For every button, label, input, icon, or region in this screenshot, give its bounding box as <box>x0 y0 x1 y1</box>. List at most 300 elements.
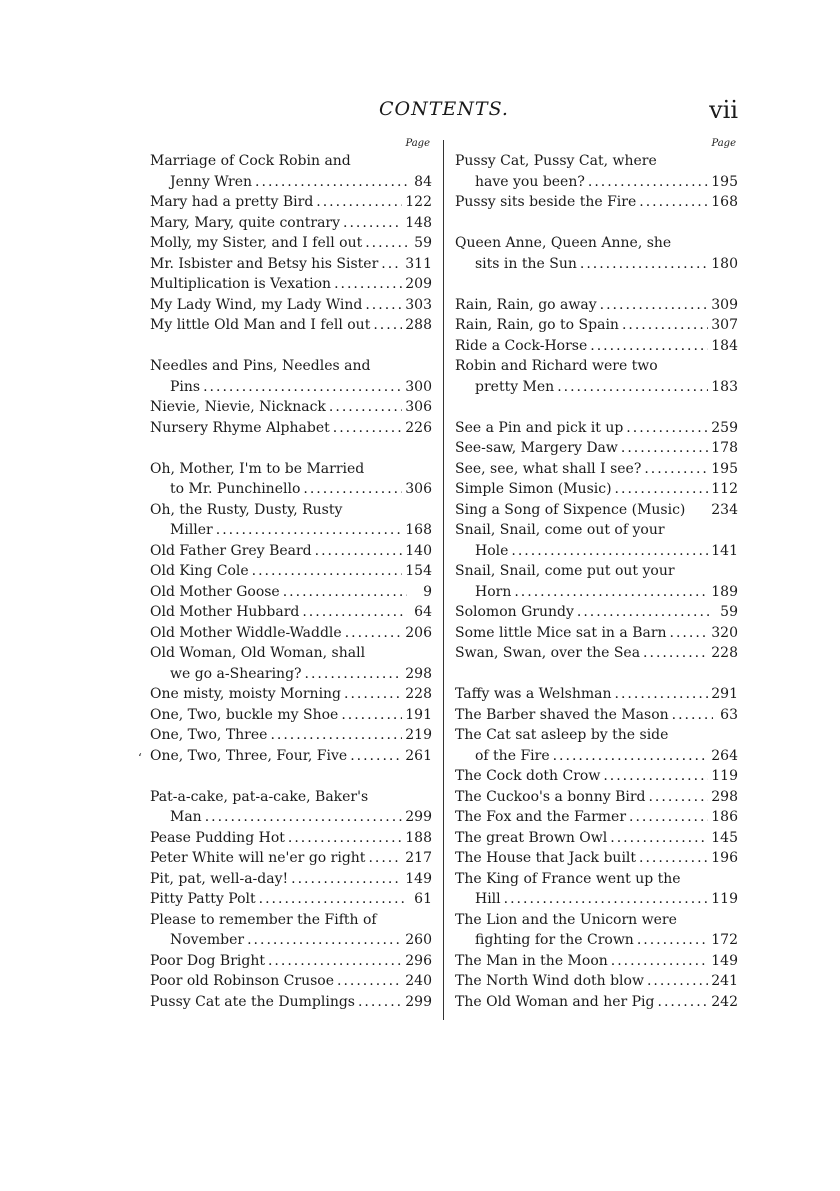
contents-entry[interactable] <box>150 910 432 951</box>
entry-line <box>150 602 432 623</box>
entry-title: See-saw, Margery Daw <box>455 440 618 456</box>
section-gap <box>150 766 432 787</box>
entry-line <box>455 951 738 972</box>
dot-leader <box>610 828 708 849</box>
entry-title: Hill <box>475 891 501 907</box>
entry-page-number: 307 <box>711 317 738 333</box>
contents-entry[interactable] <box>455 233 738 274</box>
entry-page-number: 184 <box>711 337 738 354</box>
entry-page-number: 240 <box>405 973 432 989</box>
entry-line <box>150 500 432 521</box>
entry-line <box>455 336 738 357</box>
entry-line <box>150 725 432 746</box>
contents-entry[interactable] <box>455 192 738 213</box>
contents-entry[interactable] <box>455 643 738 664</box>
dot-leader <box>603 766 708 787</box>
entry-title: Some little Mice sat in a Barn <box>455 624 667 641</box>
entry-page-number: 228 <box>405 686 432 702</box>
entry-line <box>455 541 738 562</box>
dot-leader <box>511 541 708 562</box>
dot-leader <box>670 623 709 644</box>
dot-leader <box>259 889 407 910</box>
dot-leader <box>580 254 708 275</box>
dot-leader <box>283 582 407 603</box>
contents-entry[interactable] <box>455 315 738 336</box>
dot-leader <box>333 418 403 439</box>
entry-line <box>150 807 432 828</box>
entry-line <box>455 315 738 336</box>
dot-leader <box>615 479 709 500</box>
entry-line <box>150 910 432 931</box>
dot-leader <box>504 889 709 910</box>
entry-line <box>150 951 432 972</box>
entry-line <box>150 520 432 541</box>
entry-title: The Cat sat asleep by the side <box>455 727 669 743</box>
entry-title: pretty Men <box>475 378 555 395</box>
entry-line <box>455 172 738 193</box>
dot-leader <box>365 233 407 254</box>
entry-page-number: 189 <box>711 583 738 600</box>
entry-line <box>455 787 738 808</box>
contents-entry[interactable] <box>455 356 738 397</box>
dot-leader <box>345 623 403 644</box>
entry-title: Swan, Swan, over the Sea <box>455 645 641 661</box>
entry-title: Pat-a-cake, pat-a-cake, Baker's <box>150 788 369 805</box>
entry-title: Oh, the Rusty, Dusty, Rusty <box>150 501 343 518</box>
dot-leader <box>553 746 709 767</box>
entry-line <box>455 356 738 377</box>
contents-entry[interactable] <box>150 315 432 336</box>
contents-entry[interactable] <box>150 889 432 910</box>
contents-entry[interactable] <box>150 787 432 828</box>
entry-title: See, see, what shall I see? <box>455 460 642 477</box>
entry-title: One misty, moisty Morning <box>150 686 342 702</box>
contents-entry[interactable] <box>150 602 432 623</box>
dot-leader <box>373 315 402 336</box>
entry-line <box>455 643 738 664</box>
entry-page-number: 298 <box>711 788 738 805</box>
entry-page-number: 264 <box>711 747 738 764</box>
entry-title: Old Mother Widdle-Waddle <box>150 624 342 641</box>
entry-page-number: 196 <box>711 850 738 866</box>
entry-title: Please to remember the Fifth of <box>150 911 377 928</box>
page-header <box>150 96 738 130</box>
entry-page-number: 84 <box>414 173 432 190</box>
entry-title: Old Father Grey Beard <box>150 542 312 559</box>
margin-tick-mark: ‘ <box>138 751 142 765</box>
entry-title: The King of France went up the <box>455 870 681 887</box>
entry-title: Robin and Richard were two <box>455 358 658 374</box>
entry-line <box>150 377 432 398</box>
entry-page-number: 186 <box>711 809 738 825</box>
entry-title: Rain, Rain, go to Spain <box>455 317 619 333</box>
entry-page-number: 9 <box>423 583 432 600</box>
contents-column-right <box>455 137 738 1012</box>
entry-page-number: 141 <box>711 542 738 559</box>
contents-entry[interactable] <box>150 397 432 418</box>
entry-page-number: 168 <box>711 194 738 210</box>
dot-leader <box>350 746 402 767</box>
entry-page-number: 206 <box>405 624 432 641</box>
entry-line <box>150 561 432 582</box>
page-title: CONTENTS. <box>379 98 509 120</box>
entry-line <box>150 397 432 418</box>
contents-entry[interactable] <box>455 971 738 992</box>
entry-line <box>150 418 432 439</box>
entry-line <box>150 274 432 295</box>
contents-entry[interactable] <box>455 295 738 316</box>
entry-title: Needles and Pins, Needles and <box>150 358 371 374</box>
entry-page-number: 148 <box>405 214 432 231</box>
entry-page-number: 149 <box>711 952 738 969</box>
entry-title: Taffy was a Welshman <box>455 686 612 702</box>
entry-line <box>455 254 738 275</box>
entry-page-number: 145 <box>711 829 738 846</box>
contents-entry[interactable] <box>455 848 738 869</box>
entry-title: Mary, Mary, quite contrary <box>150 214 341 231</box>
entry-page-number: 209 <box>405 276 432 292</box>
entry-page-number: 299 <box>405 993 432 1010</box>
dot-leader <box>255 172 407 193</box>
entry-line <box>455 233 738 254</box>
entry-line <box>150 664 432 685</box>
entry-line <box>455 438 738 459</box>
contents-entry[interactable] <box>150 684 432 705</box>
entry-line <box>455 869 738 890</box>
contents-entry[interactable] <box>455 561 738 602</box>
contents-entry[interactable] <box>150 869 432 890</box>
entry-page-number: 311 <box>405 255 432 272</box>
contents-entry[interactable] <box>150 213 432 234</box>
entry-line <box>455 766 738 787</box>
entry-title: Old Mother Hubbard <box>150 604 300 620</box>
entry-line <box>455 192 738 213</box>
entry-line <box>455 725 738 746</box>
entry-page-number: 219 <box>405 727 432 743</box>
entry-line <box>150 582 432 603</box>
dot-leader <box>590 336 708 357</box>
contents-entry[interactable] <box>455 336 738 357</box>
dot-leader <box>629 807 708 828</box>
dot-leader <box>343 213 402 234</box>
entry-title: My Lady Wind, my Lady Wind <box>150 296 363 313</box>
entry-line <box>150 295 432 316</box>
entry-title: Horn <box>475 583 512 600</box>
entry-title: Pussy sits beside the Fire <box>455 194 637 210</box>
dot-leader <box>514 582 708 603</box>
contents-entry[interactable] <box>455 766 738 787</box>
contents-entry[interactable] <box>150 623 432 644</box>
entry-title: The great Brown Owl <box>455 829 608 846</box>
entry-page-number: 306 <box>405 481 432 497</box>
dot-leader <box>365 295 402 316</box>
contents-entry[interactable] <box>455 418 738 439</box>
entry-line <box>455 151 738 172</box>
entry-page-number: 309 <box>711 296 738 313</box>
entry-line <box>150 192 432 213</box>
contents-entry[interactable] <box>455 684 738 705</box>
entry-title: My little Old Man and I fell out <box>150 317 371 333</box>
entry-line <box>150 869 432 890</box>
contents-entry[interactable] <box>150 561 432 582</box>
entry-page-number: 59 <box>720 604 738 620</box>
entry-title: Pussy Cat, Pussy Cat, where <box>455 153 657 169</box>
entry-line <box>455 848 738 869</box>
entry-title: Pit, pat, well-a-day! <box>150 870 289 887</box>
column-divider <box>443 140 444 1020</box>
entry-title: The Fox and the Farmer <box>455 809 627 825</box>
entry-title: Old Woman, Old Woman, shall <box>150 645 366 661</box>
entry-title: The Old Woman and her Pig <box>455 993 655 1010</box>
dot-leader <box>658 992 709 1013</box>
dot-leader <box>337 971 402 992</box>
entry-page-number: 63 <box>720 706 738 723</box>
contents-entry[interactable] <box>455 520 738 561</box>
dot-leader <box>672 705 713 726</box>
entry-line <box>455 971 738 992</box>
entry-title: Multiplication is Vexation <box>150 276 332 292</box>
dot-leader <box>247 930 402 951</box>
contents-entry[interactable] <box>455 602 738 623</box>
entry-title: Solomon Grundy <box>455 604 574 620</box>
entry-line <box>455 582 738 603</box>
dot-leader <box>341 705 402 726</box>
entry-title: The Cock doth Crow <box>455 768 601 784</box>
entry-page-number: 59 <box>414 235 432 251</box>
entry-line <box>150 151 432 172</box>
contents-entry[interactable] <box>150 254 432 275</box>
entry-page-number: 298 <box>405 665 432 682</box>
contents-entry[interactable] <box>455 910 738 951</box>
entry-page-number: 299 <box>405 809 432 825</box>
entry-line <box>455 418 738 439</box>
dot-leader <box>368 848 402 869</box>
entry-page-number: 259 <box>711 419 738 436</box>
entry-title: The North Wind doth blow <box>455 973 644 989</box>
section-gap <box>455 664 738 685</box>
entry-page-number: 112 <box>711 481 738 497</box>
dot-leader <box>643 643 708 664</box>
contents-entry[interactable] <box>150 582 432 603</box>
contents-entry[interactable] <box>150 418 432 439</box>
page-number: vii <box>709 96 738 124</box>
entry-title: Sing a Song of Sixpence (Music) <box>455 501 686 518</box>
entry-line <box>150 315 432 336</box>
entry-title: Marriage of Cock Robin and <box>150 153 351 169</box>
entry-line <box>455 807 738 828</box>
dot-leader <box>205 807 403 828</box>
entry-line <box>455 377 738 398</box>
entry-page-number: 122 <box>405 194 432 210</box>
contents-entry[interactable] <box>150 746 432 767</box>
entry-title: Pease Pudding Hot <box>150 829 285 846</box>
entry-page-number: 191 <box>405 706 432 723</box>
contents-entry[interactable] <box>455 725 738 766</box>
contents-entry[interactable] <box>150 295 432 316</box>
entry-title: Snail, Snail, come put out your <box>455 563 675 579</box>
entry-page-number: 188 <box>405 829 432 846</box>
entry-page-number: 183 <box>711 378 738 395</box>
entry-line <box>455 479 738 500</box>
contents-entry[interactable] <box>150 828 432 849</box>
entry-page-number: 140 <box>405 542 432 559</box>
entry-page-number: 195 <box>711 173 738 190</box>
dot-leader <box>600 295 709 316</box>
dot-leader <box>577 602 713 623</box>
dot-leader <box>334 274 402 295</box>
dot-leader <box>203 377 402 398</box>
contents-entry[interactable] <box>455 479 738 500</box>
contents-entry[interactable] <box>455 807 738 828</box>
entry-title: Miller <box>170 522 213 538</box>
entry-page-number: 303 <box>405 296 432 313</box>
entry-title: One, Two, Three <box>150 727 268 743</box>
entry-page-number: 226 <box>405 419 432 436</box>
entry-page-number: 306 <box>405 399 432 415</box>
entry-line <box>455 623 738 644</box>
dot-leader <box>305 664 403 685</box>
dot-leader <box>302 602 407 623</box>
contents-entry[interactable] <box>455 151 738 192</box>
contents-entry[interactable] <box>150 274 432 295</box>
entry-title: Mary had a pretty Bird <box>150 194 314 210</box>
entry-title: One, Two, Three, Four, Five <box>150 747 348 764</box>
entry-line <box>150 643 432 664</box>
contents-entry[interactable] <box>150 992 432 1013</box>
contents-entry[interactable] <box>150 233 432 254</box>
entry-title: See a Pin and pick it up <box>455 419 624 436</box>
entry-line <box>455 295 738 316</box>
entry-page-number: 234 <box>711 501 738 518</box>
contents-entry[interactable] <box>150 848 432 869</box>
entry-title: sits in the Sun <box>475 255 577 272</box>
dot-leader <box>621 438 708 459</box>
contents-entry[interactable] <box>150 500 432 541</box>
entry-page-number: 180 <box>711 255 738 272</box>
dot-leader <box>647 971 708 992</box>
entry-page-number: 261 <box>405 747 432 764</box>
contents-entry[interactable] <box>455 705 738 726</box>
dot-leader <box>637 930 708 951</box>
dot-leader <box>270 725 402 746</box>
dot-leader <box>358 992 402 1013</box>
contents-entry[interactable] <box>150 541 432 562</box>
dot-leader <box>303 479 402 500</box>
entry-line <box>150 479 432 500</box>
entry-page-number: 300 <box>405 378 432 395</box>
entry-page-number: 119 <box>711 891 738 907</box>
contents-entry[interactable] <box>150 971 432 992</box>
entry-line <box>150 233 432 254</box>
entry-title: Ride a Cock-Horse <box>455 337 588 354</box>
contents-entry[interactable] <box>150 705 432 726</box>
entry-page-number: 242 <box>711 993 738 1010</box>
entry-title: have you been? <box>475 173 585 190</box>
contents-entry[interactable] <box>455 828 738 849</box>
contents-entry[interactable] <box>455 459 738 480</box>
entry-line <box>150 971 432 992</box>
entry-page-number: 296 <box>405 952 432 969</box>
entry-title: The Cuckoo's a bonny Bird <box>455 788 646 805</box>
contents-entry[interactable] <box>150 725 432 746</box>
entry-line <box>455 684 738 705</box>
contents-entry[interactable] <box>455 438 738 459</box>
entry-page-number: 291 <box>711 686 738 702</box>
entry-line <box>455 602 738 623</box>
entry-line <box>455 746 738 767</box>
dot-leader <box>615 684 709 705</box>
entry-line <box>150 684 432 705</box>
contents-entry[interactable] <box>150 643 432 684</box>
entry-line <box>150 623 432 644</box>
entry-title: Pussy Cat ate the Dumplings <box>150 993 355 1010</box>
contents-entry[interactable] <box>455 787 738 808</box>
entry-line <box>150 787 432 808</box>
entry-line <box>455 930 738 951</box>
contents-entry[interactable] <box>455 951 738 972</box>
entry-title: Snail, Snail, come out of your <box>455 522 665 538</box>
contents-entry[interactable] <box>150 151 432 192</box>
entry-page-number: 172 <box>711 932 738 948</box>
dot-leader <box>648 787 708 808</box>
entry-title: The Man in the Moon <box>455 952 608 969</box>
entry-page-number: 241 <box>711 973 738 989</box>
entry-title: we go a-Shearing? <box>170 665 302 682</box>
dot-leader <box>381 254 402 275</box>
entry-page-number: 119 <box>711 768 738 784</box>
dot-leader <box>291 869 402 890</box>
entry-line <box>455 561 738 582</box>
dot-leader <box>557 377 708 398</box>
entry-line <box>150 705 432 726</box>
entry-title: Hole <box>475 542 509 559</box>
dot-leader <box>216 520 403 541</box>
contents-entry[interactable] <box>150 356 432 397</box>
entry-line <box>455 705 738 726</box>
entry-title: Jenny Wren <box>170 173 253 190</box>
entry-page-number: 168 <box>405 522 432 538</box>
entry-page-number: 260 <box>405 932 432 948</box>
entry-line <box>150 213 432 234</box>
contents-entry[interactable] <box>455 869 738 910</box>
entry-line <box>150 459 432 480</box>
contents-entry[interactable] <box>150 459 432 500</box>
dot-leader <box>626 418 708 439</box>
entry-title: Mr. Isbister and Betsy his Sister <box>150 255 379 272</box>
contents-entry[interactable] <box>455 500 738 521</box>
entry-line <box>455 520 738 541</box>
entry-title: Pins <box>170 378 201 395</box>
entry-title: Old King Cole <box>150 563 249 579</box>
contents-entry[interactable] <box>455 992 738 1013</box>
entry-page-number: 228 <box>711 645 738 661</box>
contents-entry[interactable] <box>455 623 738 644</box>
section-gap <box>150 336 432 357</box>
entry-page-number: 61 <box>414 891 432 907</box>
entry-line <box>150 930 432 951</box>
entry-title: Molly, my Sister, and I fell out <box>150 235 363 251</box>
entry-title: The House that Jack built <box>455 850 637 866</box>
entry-page-number: 64 <box>414 604 432 620</box>
entry-line <box>150 172 432 193</box>
section-gap <box>455 274 738 295</box>
entry-line <box>150 254 432 275</box>
entry-title: Man <box>170 809 202 825</box>
entry-title: Poor old Robinson Crusoe <box>150 973 334 989</box>
dot-leader <box>252 561 403 582</box>
contents-entry[interactable] <box>150 192 432 213</box>
contents-entry[interactable] <box>150 951 432 972</box>
